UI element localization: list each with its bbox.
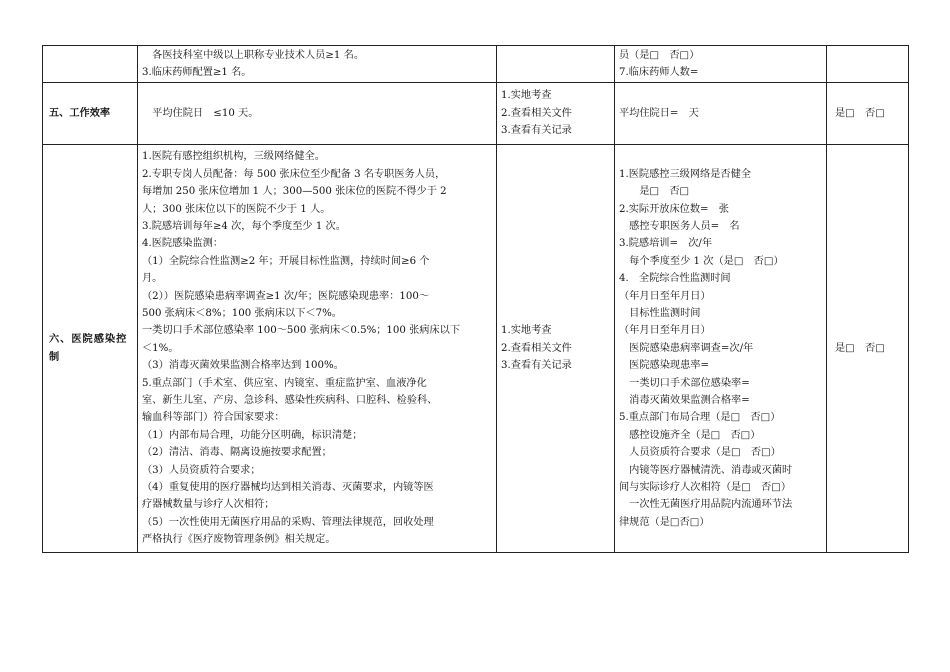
inspection-line: 医院感染患病率调查=次/年 <box>619 342 754 354</box>
criteria-line: （4）重复使用的医疗器械均达到相关消毒、灭菌要求，内镜等医 <box>142 482 434 494</box>
inspection-line: 间与实际诊疗人次相符（是□ 否□） <box>619 482 792 494</box>
criteria-line: 5.重点部门（手术室、供应室、内镜室、重症监护室、血液净化 <box>142 377 427 389</box>
result-checkbox-text: 是□ 否□ <box>827 83 909 145</box>
inspection-line: 一次性无菌医疗用品院内流通环节法 <box>619 499 793 511</box>
criteria-line: 人；300 张床位以下的医院不少于 1 人。 <box>142 203 331 215</box>
method-line: 3.查看有关记录 <box>501 360 572 372</box>
inspection-line: 5.重点部门布局合理（是□ 否□） <box>619 412 781 424</box>
table-row <box>43 83 909 145</box>
inspection-line: 4. 全院综合性监测时间 <box>619 273 731 285</box>
criteria-line: 疗器械数量与诊疗人次相符； <box>142 499 275 511</box>
criteria-cell <box>138 145 497 553</box>
section-title-text: 六、医院感染控制 <box>49 334 128 363</box>
method-line: 1.实地考查 <box>501 325 552 337</box>
inspection-line: 7.临床药师人数= <box>619 67 699 78</box>
inspection-line: 是□ 否□ <box>619 186 690 198</box>
table-row <box>43 145 909 553</box>
criteria-line: 月。 <box>142 273 163 285</box>
criteria-line: 3.临床药师配置≥1 名。 <box>142 67 252 78</box>
criteria-line: 1.医院有感控组织机构，三级网络健全。 <box>142 151 325 163</box>
method-line: 3.查看有关记录 <box>501 125 572 137</box>
criteria-line: 每增加 250 张床位增加 1 人；300—500 张床位的医院不得少于 2 <box>142 186 447 198</box>
criteria-line: 一类切口手术部位感染率 100～500 张病床＜0.5%；100 张病床以下 <box>142 325 461 337</box>
section-title-cell <box>43 46 138 83</box>
criteria-line: 各医技科室中级以上职称专业技术人员≥1 名。 <box>142 49 365 61</box>
inspection-line: 平均住院日= 天 <box>619 107 699 119</box>
inspection-line: 律规范（是□否□） <box>619 516 710 528</box>
inspection-line: 每个季度至少 1 次（是□ 否□） <box>619 255 784 267</box>
method-cell <box>497 46 615 83</box>
criteria-line: （2））医院感染患病率调查≥1 次/年；医院感染现患率：100～ <box>142 290 430 302</box>
inspection-line: （年月日至年月日） <box>619 290 711 302</box>
method-line: 1.实地考查 <box>501 90 552 102</box>
method-cell <box>497 83 615 145</box>
inspection-line: 人员资质符合要求（是□ 否□） <box>619 447 781 459</box>
criteria-cell <box>138 46 497 83</box>
inspection-line: 目标性监测时间 <box>619 307 701 319</box>
inspection-line: 1.医院感控三级网络是否健全 <box>619 168 751 180</box>
inspection-line: 员（是□ 否□） <box>619 49 700 61</box>
inspection-cell <box>615 145 827 553</box>
criteria-line: 室、新生儿室、产房、急诊科、感染性疾病科、口腔科、检验科、 <box>142 395 438 407</box>
inspection-line: 2.实际开放床位数= 张 <box>619 203 729 215</box>
criteria-line: 2.专职专岗人员配备：每 500 张床位至少配备 3 名专职医务人员， <box>142 168 446 180</box>
inspection-line: 一类切口手术部位感染率= <box>619 377 750 389</box>
method-cell <box>497 145 615 553</box>
table-row <box>43 46 909 83</box>
criteria-line: 4.医院感染监测： <box>142 238 224 250</box>
inspection-line: 3.院感培训= 次/年 <box>619 238 712 250</box>
criteria-line: （2）清洁、消毒、隔离设施按要求配置； <box>142 447 332 459</box>
criteria-line: （1）全院综合性监测≥2 年；开展目标性监测，持续时间≥6 个 <box>142 255 430 267</box>
inspection-line: 感控专职医务人员= 名 <box>619 220 740 232</box>
section-title <box>43 145 138 553</box>
inspection-line: 医院感染现患率= <box>619 360 710 372</box>
criteria-line: （1）内部布局合理，功能分区明确，标识清楚； <box>142 429 363 441</box>
criteria-line: 严格执行《医疗废物管理条例》相关规定。 <box>142 534 336 546</box>
inspection-line: 感控设施齐全（是□ 否□） <box>619 429 761 441</box>
criteria-line: （5）一次性使用无菌医疗用品的采购、管理法律规范，回收处理 <box>142 516 434 528</box>
inspection-line: 内镜等医疗器械清洗、消毒或灭菌时 <box>619 464 793 476</box>
inspection-cell <box>615 46 827 83</box>
method-line: 2.查看相关文件 <box>501 342 572 354</box>
inspection-line: 消毒灭菌效果监测合格率= <box>619 395 750 407</box>
criteria-cell <box>138 83 497 145</box>
criteria-line: 500 张病床＜8%；100 张病床以下＜7%。 <box>142 307 342 319</box>
criteria-line: （3）人员资质符合要求； <box>142 464 261 476</box>
result-checkbox-text: 是□ 否□ <box>827 145 909 553</box>
criteria-line: 平均住院日 ≤10 天。 <box>142 107 259 119</box>
result-cell <box>827 46 909 83</box>
inspection-cell <box>615 83 827 145</box>
criteria-line: 3.院感培训每年≥4 次，每个季度至少 1 次。 <box>142 220 346 232</box>
evaluation-table <box>42 45 909 553</box>
criteria-line: 输血科等部门）符合国家要求： <box>142 412 285 424</box>
criteria-line: （3）消毒灭菌效果监测合格率达到 100%。 <box>142 360 344 372</box>
criteria-line: ＜1%。 <box>142 342 179 354</box>
method-line: 2.查看相关文件 <box>501 107 572 119</box>
section-title: 五、工作效率 <box>43 83 138 145</box>
inspection-line: （年月日至年月日） <box>619 325 711 337</box>
